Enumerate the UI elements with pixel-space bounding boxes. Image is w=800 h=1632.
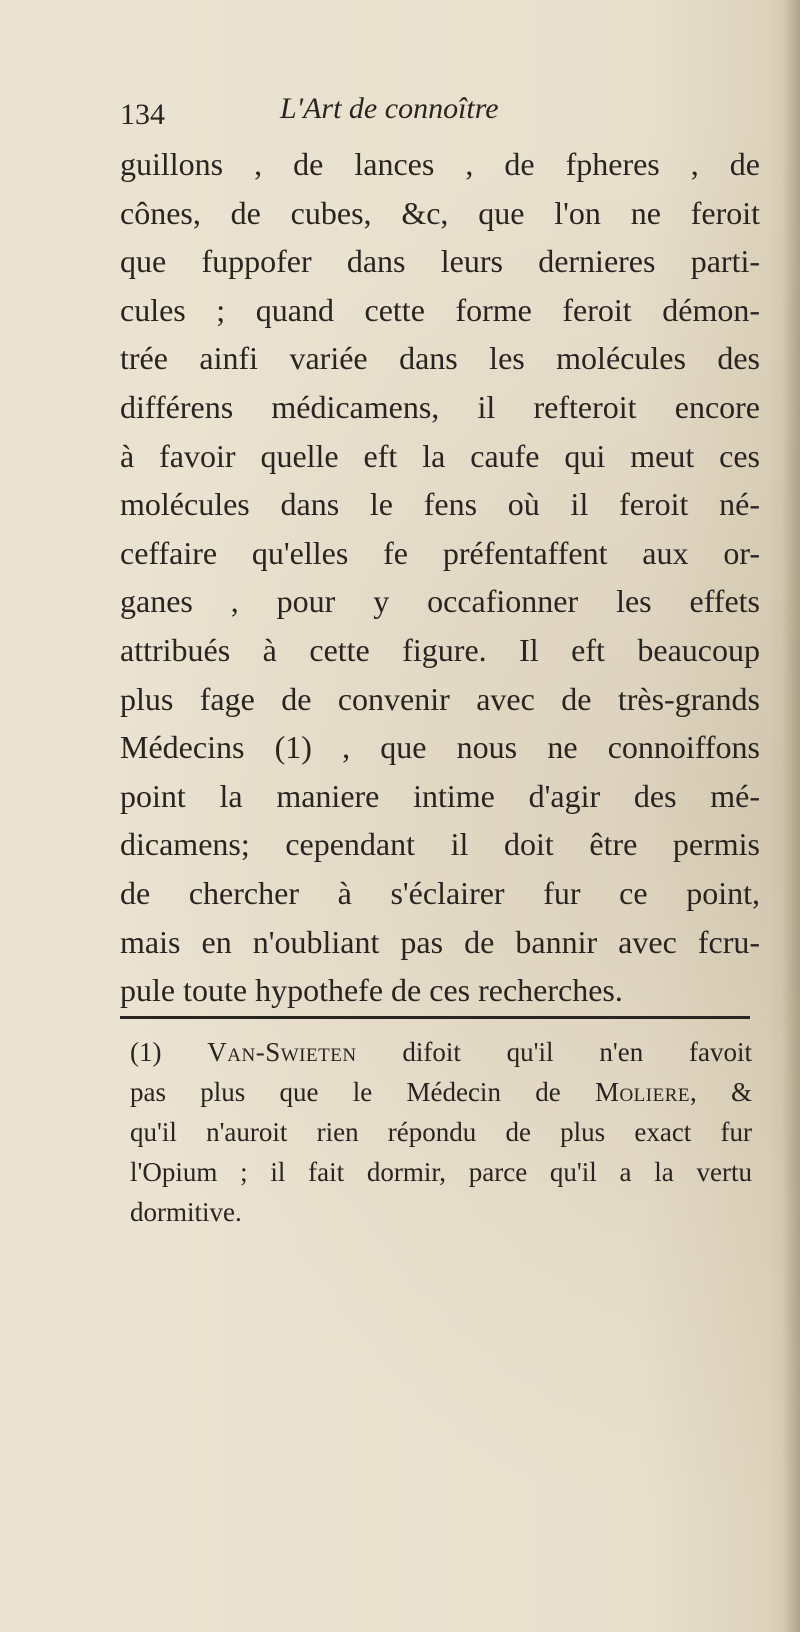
text-line: ganes , pour y occafionner les effets [120,583,760,620]
footnote-text: pas plus que le Médecin de [130,1077,561,1107]
footnote-line: qu'il n'auroit rien répondu de plus exact fur [130,1117,752,1147]
text-line: molécules dans le fens où il feroit né- [120,486,760,523]
text-line: mais en n'oubliant pas de bannir avec fcru- [120,923,760,960]
page-header [120,92,740,142]
text-line: cules ; quand cette forme feroit démon- [120,291,760,328]
footnote-marker: (1) [130,1037,162,1067]
footnote-rule [120,1016,750,1019]
text-line: dicamens; cependant il doit être permis [120,826,760,863]
footnote-line: l'Opium ; il fait dormir, parce qu'il a la vertu [130,1157,752,1187]
text-line: ceffaire qu'elles fe préfentaffent aux or- [120,534,760,571]
text-line: guillons , de lances , de fpheres , de [120,146,760,182]
body-text [120,140,760,1015]
footnote-name: Moliere [594,1077,690,1107]
text-line: différens médicamens, il refteroit encore [120,388,760,425]
text-line: pule toute hypothefe de ces recherches. [120,972,623,1009]
footnote-text: , & [690,1077,753,1107]
text-line: cônes, de cubes, &c, que l'on ne feroit [120,194,760,231]
text-line: trée ainfi variée dans les molécules des [120,340,760,377]
text-line: à favoir quelle eft la caufe qui meut ces [120,437,760,474]
running-head: L'Art de connoître [280,92,499,125]
text-line: de chercher à s'éclairer fur ce point, [120,874,760,911]
footnote-text: difoit qu'il n'en favoit [402,1037,752,1067]
footnote-line: dormitive. [130,1197,242,1227]
text-line: que fuppofer dans leurs dernieres parti- [120,243,760,280]
footnote-author: Van-Swieten [207,1037,357,1067]
text-line: point la maniere intime d'agir des mé- [120,777,760,814]
text-line: Médecins (1) , que nous ne connoiffons [120,729,760,766]
footnote-line [130,1072,752,1112]
page-edge-shadow [782,0,800,1632]
page-number: 134 [120,98,165,131]
footnote [130,1032,752,1232]
footnote-line [130,1032,752,1072]
text-line: plus fage de convenir avec de très-grands [120,680,760,717]
text-line: attribués à cette figure. Il eft beaucoup [120,631,760,668]
